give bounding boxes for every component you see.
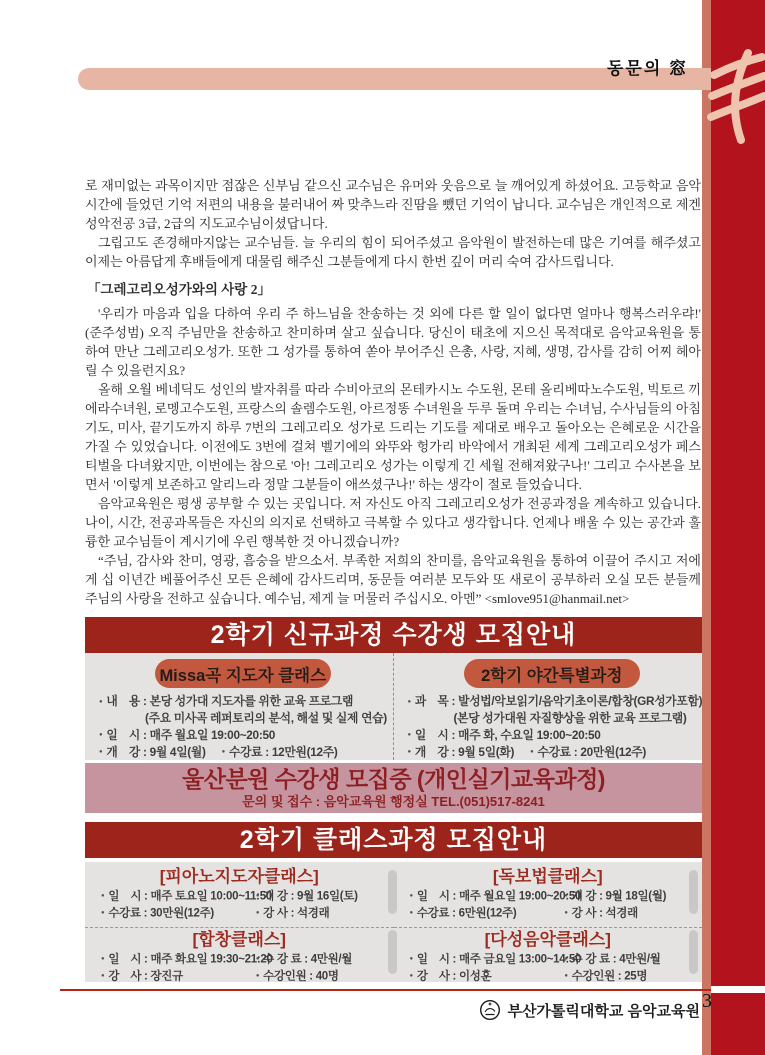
course-detail-item: ● 개 강 : 9월 5일(화) [408,744,515,761]
course-detail-line: (주요 미사곡 레퍼토리의 분석, 해설 및 실제 연습) [145,711,387,725]
class-box-details [101,952,378,984]
university-emblem-icon [479,999,501,1021]
column-divider [689,930,698,974]
night-course-column [394,653,703,760]
class-detail: ● 일 시 : 매주 토요일 10:00~11:50 [101,889,256,905]
class-detail: ● 수 강 료 : 4만원/월 [564,952,686,968]
pill-night-course: 2학기 야간특별과정 [464,659,640,688]
missa-class-column [85,653,394,760]
course-detail-line: ● 내 용 : 본당 성가대 지도자를 위한 교육 프로그램 [99,693,387,710]
paragraph: 올해 오월 베네딕도 성인의 발자취를 따라 수비아코의 몬테카시노 수도원, 몬테 올리베따노수도원, 빅토르 끼에라수녀원, 로멩고수도원, 프랑스의 솔렘수도원, 아르정똥 수녀원을 두루 돌며 우리는 수녀님, 수사님들의 아침기도, 미사, 끝기도까지 하루 7번의 그레고리오 성가로 드리는 기도를 제대로 배우고 돌아오는 은혜로운 시간을 가질 수 있었습니다. 이전에도 3번에 걸쳐 벨기에의 와뚜와 헝가리 바악에서 개최된 세계 그레고리오성가 페스티벌을 다녀왔지만, 이번에는 참으로 '아! 그레고리오 성가는 이렇게 긴 세월 전해져왔구나!' 그리고 수사본을 보면서 '이렇게 보존하고 알리느라 정말 그분들이 애쓰셨구나!' 하는 생각이 절로 들었습니다. [85,382,701,492]
class-box-title: [다성음악클래스] [484,930,611,949]
column-divider [388,870,397,914]
class-box-title: [합창클래스] [192,930,286,949]
class-detail: ● 수 강 료 : 4만원/월 [256,952,378,968]
ulsan-contact: 문의 및 접수 : 음악교육원 행정실 TEL.(051)517-8241 [242,794,545,809]
right-sidebar [711,0,765,1055]
class-box-details [410,952,687,984]
banner-class-courses: 2학기 클래스과정 모집안내 [85,822,702,858]
column-divider [388,930,397,974]
pill-missa-class: Missa곡 지도자 클래스 [155,659,331,688]
banner-ulsan [85,763,702,813]
class-box [85,928,394,982]
course-detail-line [99,744,387,761]
section-title: 「그레고리오성가와의 사랑 2」 [87,282,271,297]
class-box [394,928,703,982]
class-detail: ● 강 사 : 석경래 [564,906,686,922]
class-detail: ● 일 시 : 매주 금요일 13:00~14:50 [410,952,565,968]
course-detail-item: ● 개 강 : 9월 4일(월) [99,744,206,761]
page-title: 동문의 窓 [607,59,688,78]
course-detail-line: ● 과 목 : 발성법/악보읽기/음악기초이론/합창(GR성가포함) [408,693,697,710]
class-detail: ● 개 강 : 9월 16일(토) [256,889,378,905]
panel-new-courses [85,653,702,760]
footer-org [479,999,700,1021]
column-divider [689,870,698,914]
paragraph: '우리가 마음과 입을 다하여 우리 주 하느님을 찬송하는 것 외에 다른 할 일이 없다면 얼마나 행복스러우랴!' (준주성범) 오직 주님만을 찬송하고 찬미하며 살고 싶습니다. 당신이 태초에 지으신 목적대로 음악교육원을 통하여 만난 그레고리오성가. 또한 그 성가를 통하여 쏟아 부어주신 은총, 사랑, 지혜, 생명, 감사를 감히 어찌 헤아릴 수 있을런지요? [85,306,701,378]
course-detail-line [408,744,697,761]
page-number: 3 [702,990,712,1012]
class-box-details [101,889,378,921]
footer-rule [60,989,711,991]
course-detail-line: (본당 성가대원 자질향상을 위한 교육 프로그램) [453,711,687,725]
paragraph: “주님, 감사와 찬미, 영광, 흠숭을 받으소서. 부족한 저희의 찬미를, 음악교육원을 통하여 이끌어 주시고 저에게 십 이년간 베풀어주신 모든 은혜에 감사드리며, 동문들 여러분 모두와 또 새로이 공부하러 오실 모든 분들께 주님의 사랑을 전하고 싶습니다. 예수님, 제게 늘 머물러 주십시오. 아멘” <smlove951@hanmail.net> [85,553,701,606]
course-detail-item: ● 수강료 : 12만원(12주) [222,744,338,761]
sidebar-accent-strip [702,0,711,1055]
class-detail: ● 수강료 : 6만원(12주) [410,906,565,922]
class-detail: ● 강 사 : 석경래 [256,906,378,922]
class-detail: ● 수강인원 : 40명 [256,969,378,985]
class-detail: ● 일 시 : 매주 월요일 19:00~20:50 [410,889,565,905]
paragraph: 음악교육원은 평생 공부할 수 있는 곳입니다. 저 자신도 아직 그레고리오성가 전공과정을 계속하고 있습니다. 나이, 시간, 전공과목들은 자신의 의지로 선택하고 극복할 수 있다고 생각합니다. 언제나 배울 수 있는 공간과 훌륭한 교수님들이 계시기에 우린 행복한 것 아니겠습니까? [85,496,701,549]
class-box-details [410,889,687,921]
class-box [85,862,394,928]
footer-rule-gap [711,986,765,993]
calligraphy-decoration-icon [707,48,765,144]
class-box-title: [독보법클래스] [492,867,603,886]
class-detail: ● 강 사 : 장진규 [101,969,256,985]
footer-org-name: 부산가톨릭대학교 음악교육원 [507,1002,700,1020]
ulsan-title: 울산분원 수강생 모집중 (개인실기교육과정) [182,766,605,792]
class-detail: ● 수강료 : 30만원(12주) [101,906,256,922]
course-detail-line: ● 일 시 : 매주 화, 수요일 19:00~20:50 [408,727,697,744]
class-detail: ● 수강인원 : 25명 [564,969,686,985]
paragraph: 로 재미없는 과목이지만 점잖은 신부님 같으신 교수님은 유머와 웃음으로 늘 깨어있게 하셨어요. 고등학교 음악시간에 들었던 기억 저편의 내용을 불러내어 짜 맞추느라 진땀을 뺐던 기억이 납니다. 교수님은 개인적으로 제겐 성악전공 3급, 2급의 지도교수님이셨답니다. [85,178,701,231]
course-detail-line: ● 일 시 : 매주 월요일 19:00~20:50 [99,727,387,744]
banner-new-courses: 2학기 신규과정 수강생 모집안내 [85,617,702,653]
class-box [394,862,703,928]
course-detail-item: ● 수강료 : 20만원(12주) [530,744,646,761]
class-detail: ● 개 강 : 9월 18일(월) [564,889,686,905]
class-box-title: [피아노지도자클래스] [159,867,319,886]
class-detail: ● 일 시 : 매주 화요일 19:30~21:20 [101,952,256,968]
class-detail: ● 강 사 : 이성훈 [410,969,565,985]
article [85,176,701,614]
paragraph: 그립고도 존경해마지않는 교수님들. 늘 우리의 힘이 되어주셨고 음악원이 발전하는데 많은 기여를 해주셨고 이제는 아름답게 후배들에게 대물림 해주신 그분들에게 다시 한번 깊이 머리 숙여 감사드립니다. [85,235,701,269]
